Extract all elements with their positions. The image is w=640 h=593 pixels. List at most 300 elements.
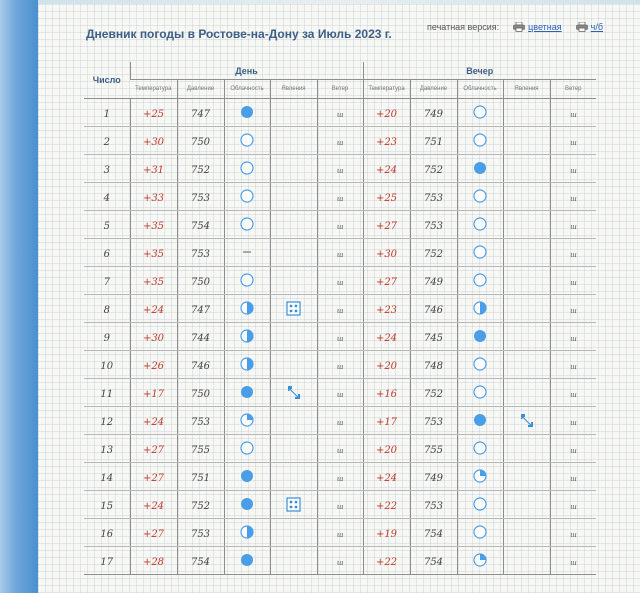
evening-wind-cell (550, 183, 596, 211)
day-temperature-cell (130, 239, 177, 267)
evening-temperature-cell (363, 155, 410, 183)
day-temperature-cell (130, 127, 177, 155)
day-temperature-cell-value: +30 (142, 332, 165, 344)
evening-phenomena-cell (503, 351, 550, 379)
cloud-clear-icon (240, 440, 254, 457)
evening-cloudiness-cell (457, 155, 503, 183)
evening-cloudiness-cell (457, 323, 503, 351)
evening-wind-cell-value: ш (570, 166, 577, 175)
printer-bw-icon[interactable] (576, 22, 588, 32)
day-wind-cell (317, 183, 363, 211)
day-pressure-cell (177, 435, 224, 463)
evening-temperature-cell (363, 407, 410, 435)
evening-temperature-cell-value: +27 (375, 220, 398, 232)
cloud-clear-icon (473, 244, 487, 261)
evening-pressure-cell (410, 127, 457, 155)
day-temperature-cell (130, 435, 177, 463)
day-cloudiness-cell (224, 351, 270, 379)
day-phenomena-cell (270, 127, 317, 155)
evening-phenomena-cell (503, 155, 550, 183)
day-temperature-cell-value: +27 (142, 528, 165, 540)
cloud-half-icon (473, 300, 487, 317)
evening-pressure-cell (410, 323, 457, 351)
evening-temperature-cell-value: +24 (375, 164, 398, 176)
evening-wind-cell-value: ш (570, 418, 577, 427)
day-temperature-cell-value: +35 (142, 220, 165, 232)
evening-temperature-cell (363, 519, 410, 547)
evening-temperature-cell (363, 379, 410, 407)
day-wind-cell-value: ш (336, 558, 344, 567)
day-wind-cell (317, 267, 363, 295)
day-phenomena-cell (270, 155, 317, 183)
evening-wind-cell-value: ш (570, 390, 577, 399)
day-temperature-cell (130, 99, 177, 127)
cloud-clear-icon (473, 272, 487, 289)
evening-temperature-cell-value: +24 (375, 472, 398, 484)
evening-temperature-cell (363, 295, 410, 323)
evening-pressure-cell (410, 491, 457, 519)
evening-pressure-cell (410, 463, 457, 491)
evening-temperature-cell-value: +25 (375, 192, 398, 204)
day-temperature-cell-value: +27 (142, 472, 165, 484)
day-cloudiness-cell (224, 127, 270, 155)
table-row (84, 547, 596, 575)
date-cell (84, 407, 130, 435)
day-wind-cell (317, 463, 363, 491)
evening-pressure-cell-value: 746 (423, 304, 444, 316)
day-phenomena-cell (270, 435, 317, 463)
day-temperature-cell-value: +26 (142, 360, 165, 372)
date-cell-value: 17 (100, 556, 114, 568)
day-temperature-cell (130, 463, 177, 491)
evening-temperature-cell-value: +27 (375, 276, 398, 288)
day-pressure-cell (177, 351, 224, 379)
evening-cloudiness-cell (457, 183, 503, 211)
evening-pressure-cell (410, 239, 457, 267)
day-cloudiness-cell (224, 239, 270, 267)
day-pressure-cell (177, 463, 224, 491)
day-phenomena-cell (270, 407, 317, 435)
date-cell (84, 491, 130, 519)
day-temperature-cell (130, 547, 177, 575)
evening-temperature-cell-value: +17 (375, 416, 398, 428)
evening-wind-cell-value: ш (570, 530, 577, 539)
print-bw-link[interactable]: ч/б (590, 22, 604, 32)
day-wind-cell (317, 127, 363, 155)
date-cell (84, 99, 130, 127)
day-wind-cell-value: ш (336, 250, 344, 259)
day-wind-cell-value: ш (336, 446, 344, 455)
day-cloudiness-cell (224, 211, 270, 239)
evening-pressure-cell-value: 745 (423, 332, 444, 344)
evening-temperature-cell (363, 239, 410, 267)
evening-cloudiness-cell (457, 435, 503, 463)
day-pressure-cell (177, 267, 224, 295)
evening-pressure-cell-value: 753 (423, 416, 444, 428)
cloud-clear-icon (240, 216, 254, 233)
table-row (84, 407, 596, 435)
day-temperature-cell-value: +33 (142, 192, 165, 204)
evening-temperature-cell-value: +24 (375, 332, 398, 344)
day-pressure-cell (177, 295, 224, 323)
evening-pressure-cell (410, 407, 457, 435)
day-cloudiness-cell (224, 155, 270, 183)
evening-temperature-cell-value: +20 (375, 444, 398, 456)
cloud-clear-icon (473, 188, 487, 205)
day-wind-cell (317, 519, 363, 547)
cloud-dash-icon (240, 244, 254, 261)
day-pressure-cell (177, 211, 224, 239)
cloud-clear-icon (473, 132, 487, 149)
day-temperature-cell (130, 519, 177, 547)
evening-wind-cell-value: ш (570, 502, 577, 511)
day-wind-cell-value: ш (336, 390, 344, 399)
cloud-clear-icon (240, 188, 254, 205)
date-cell-value: 14 (100, 472, 114, 484)
evening-wind-cell (550, 99, 596, 127)
evening-wind-cell-value: ш (570, 446, 577, 455)
day-pressure-cell-value: 752 (190, 500, 211, 512)
day-temperature-cell (130, 211, 177, 239)
date-cell (84, 155, 130, 183)
day-temperature-cell (130, 183, 177, 211)
evening-cloudiness-cell (457, 127, 503, 155)
day-phenomena-cell (270, 239, 317, 267)
date-cell-value: 5 (103, 220, 110, 232)
table-row (84, 491, 596, 519)
day-temperature-cell (130, 323, 177, 351)
day-temperature-cell-value: +35 (142, 248, 165, 260)
left-decorative-strip (0, 0, 38, 593)
date-cell (84, 183, 130, 211)
evening-temperature-cell (363, 491, 410, 519)
date-cell (84, 127, 130, 155)
day-pressure-cell (177, 547, 224, 575)
evening-wind-header: Ветер (550, 80, 596, 99)
evening-phenomena-cell (503, 211, 550, 239)
day-cloudiness-cell (224, 323, 270, 351)
day-cloudiness-cell (224, 491, 270, 519)
day-pressure-cell-value: 751 (190, 472, 211, 484)
evening-cloudiness-header: Облачность (457, 80, 503, 99)
evening-wind-cell-value: ш (570, 250, 577, 259)
evening-temperature-cell-value: +20 (375, 108, 398, 120)
day-pressure-cell-value: 747 (190, 304, 211, 316)
evening-temperature-cell-value: +20 (375, 360, 398, 372)
evening-pressure-cell-value: 753 (423, 500, 444, 512)
evening-pressure-cell-value: 749 (423, 276, 444, 288)
date-cell (84, 379, 130, 407)
table-row (84, 463, 596, 491)
evening-phenomena-cell (503, 407, 550, 435)
print-version-bar (427, 22, 603, 32)
day-pressure-cell (177, 407, 224, 435)
day-cloudiness-cell (224, 519, 270, 547)
table-row (84, 323, 596, 351)
evening-cloudiness-cell (457, 99, 503, 127)
day-temperature-cell (130, 295, 177, 323)
evening-temperature-cell-value: +30 (375, 248, 398, 260)
evening-wind-cell (550, 239, 596, 267)
evening-temperature-cell-value: +19 (375, 528, 398, 540)
evening-temperature-cell-value: +23 (375, 136, 398, 148)
date-cell (84, 351, 130, 379)
evening-temperature-cell (363, 183, 410, 211)
evening-pressure-cell-value: 751 (423, 136, 444, 148)
evening-pressure-cell-value: 752 (423, 164, 444, 176)
table-row (84, 239, 596, 267)
day-phenomena-cell (270, 295, 317, 323)
cloud-overcast-icon (240, 468, 254, 485)
day-phenomena-cell (270, 211, 317, 239)
day-cloudiness-cell (224, 99, 270, 127)
table-column-header-row (84, 80, 596, 99)
day-wind-cell-value: ш (336, 194, 344, 203)
evening-wind-cell (550, 155, 596, 183)
date-cell (84, 547, 130, 575)
day-temperature-cell (130, 407, 177, 435)
evening-wind-cell (550, 435, 596, 463)
evening-temperature-cell-value: +22 (375, 556, 398, 568)
evening-phenomena-cell (503, 267, 550, 295)
evening-wind-cell (550, 323, 596, 351)
day-pressure-cell-value: 744 (190, 332, 211, 344)
date-cell-value: 6 (103, 248, 110, 260)
cloud-clear-icon (473, 496, 487, 513)
table-row (84, 435, 596, 463)
day-cloudiness-cell (224, 379, 270, 407)
day-phenomena-cell (270, 323, 317, 351)
day-wind-cell (317, 351, 363, 379)
evening-wind-cell-value: ш (570, 334, 577, 343)
day-phenomena-cell (270, 99, 317, 127)
day-pressure-cell (177, 323, 224, 351)
date-cell-value: 15 (100, 500, 114, 512)
day-phenomena-cell (270, 491, 317, 519)
evening-temperature-cell-value: +23 (375, 304, 398, 316)
cloud-overcast-icon (473, 412, 487, 429)
evening-phenomena-cell (503, 127, 550, 155)
evening-pressure-cell-value: 748 (423, 360, 444, 372)
evening-cloudiness-cell (457, 211, 503, 239)
day-wind-header: Ветер (317, 80, 363, 99)
date-cell (84, 295, 130, 323)
evening-pressure-cell-value: 749 (423, 108, 444, 120)
table-row (84, 99, 596, 127)
print-version-label: печатная версия: (427, 22, 500, 32)
cloud-clear-icon (240, 160, 254, 177)
date-cell (84, 519, 130, 547)
evening-cloudiness-cell (457, 491, 503, 519)
evening-wind-cell (550, 379, 596, 407)
day-pressure-header: Давление (177, 80, 224, 99)
evening-pressure-cell-value: 752 (423, 388, 444, 400)
day-pressure-cell (177, 183, 224, 211)
day-pressure-cell (177, 127, 224, 155)
day-wind-cell (317, 99, 363, 127)
evening-cloudiness-cell (457, 519, 503, 547)
day-temperature-cell-value: +24 (142, 416, 165, 428)
evening-phenomena-cell (503, 491, 550, 519)
cloud-clear-icon (240, 132, 254, 149)
table-row (84, 519, 596, 547)
date-cell (84, 239, 130, 267)
date-cell-value: 2 (103, 136, 110, 148)
day-wind-cell-value: ш (336, 362, 344, 371)
table-row (84, 211, 596, 239)
cloud-half-icon (240, 328, 254, 345)
table-row (84, 351, 596, 379)
day-cloudiness-header: Облачность (224, 80, 270, 99)
day-wind-cell-value: ш (336, 306, 344, 315)
evening-cloudiness-cell (457, 463, 503, 491)
day-wind-cell (317, 379, 363, 407)
day-pressure-cell-value: 754 (190, 220, 211, 232)
date-cell-value: 10 (100, 360, 114, 372)
weather-table (84, 62, 596, 575)
evening-pressure-cell (410, 547, 457, 575)
cloud-overcast-icon (240, 384, 254, 401)
day-pressure-cell (177, 239, 224, 267)
day-pressure-cell (177, 491, 224, 519)
evening-cloudiness-cell (457, 407, 503, 435)
cloud-overcast-icon (240, 496, 254, 513)
evening-pressure-cell-value: 755 (423, 444, 444, 456)
cloud-half-icon (240, 300, 254, 317)
table-row (84, 295, 596, 323)
day-wind-cell-value: ш (336, 334, 344, 343)
day-pressure-cell-value: 753 (190, 192, 211, 204)
day-wind-cell (317, 211, 363, 239)
evening-temperature-cell (363, 435, 410, 463)
date-cell-value: 9 (103, 332, 110, 344)
day-cloudiness-cell (224, 463, 270, 491)
evening-wind-cell (550, 295, 596, 323)
day-pressure-cell (177, 99, 224, 127)
day-wind-cell-value: ш (336, 166, 344, 175)
day-pressure-cell (177, 519, 224, 547)
day-wind-cell-value: ш (336, 138, 344, 147)
evening-pressure-cell (410, 267, 457, 295)
cloud-quarter-icon (473, 468, 487, 485)
cloud-clear-icon (473, 216, 487, 233)
evening-wind-cell (550, 351, 596, 379)
day-cloudiness-cell (224, 183, 270, 211)
date-cell (84, 323, 130, 351)
day-temperature-cell (130, 267, 177, 295)
date-cell (84, 267, 130, 295)
day-pressure-cell-value: 747 (190, 108, 211, 120)
date-cell-value: 1 (103, 108, 110, 120)
evening-phenomena-header: Явления (503, 80, 550, 99)
print-color-link[interactable]: цветная (528, 22, 562, 32)
evening-wind-cell-value: ш (570, 558, 577, 567)
day-temperature-cell (130, 379, 177, 407)
printer-color-icon[interactable] (513, 22, 525, 32)
day-temperature-cell-value: +31 (142, 164, 165, 176)
day-temperature-cell-value: +24 (142, 304, 165, 316)
cloud-clear-icon (473, 356, 487, 373)
table-group-header-row (84, 62, 596, 80)
evening-temperature-cell (363, 211, 410, 239)
evening-pressure-cell-value: 752 (423, 248, 444, 260)
day-pressure-cell-value: 750 (190, 276, 211, 288)
day-wind-cell-value: ш (336, 110, 344, 119)
evening-pressure-cell-value: 753 (423, 220, 444, 232)
thunderstorm-icon (286, 384, 301, 401)
evening-temperature-cell (363, 547, 410, 575)
day-temperature-cell-value: +30 (142, 136, 165, 148)
rain-icon (286, 300, 301, 317)
evening-pressure-cell (410, 351, 457, 379)
cloud-quarter-icon (240, 412, 254, 429)
cloud-overcast-icon (473, 160, 487, 177)
evening-pressure-header: Давление (410, 80, 457, 99)
day-phenomena-header: Явления (270, 80, 317, 99)
day-wind-cell-value: ш (336, 474, 344, 483)
evening-wind-cell (550, 463, 596, 491)
day-wind-cell (317, 435, 363, 463)
cloud-overcast-icon (240, 552, 254, 569)
evening-phenomena-cell (503, 547, 550, 575)
day-temperature-cell (130, 351, 177, 379)
day-wind-cell-value: ш (336, 502, 344, 511)
evening-pressure-cell-value: 749 (423, 472, 444, 484)
evening-wind-cell-value: ш (570, 362, 577, 371)
day-pressure-cell (177, 379, 224, 407)
table-row (84, 155, 596, 183)
evening-wind-cell-value: ш (570, 278, 577, 287)
page-title: Дневник погоды в Ростове-на-Дону за Июль 2023 г. (86, 27, 392, 41)
day-pressure-cell-value: 752 (190, 164, 211, 176)
evening-wind-cell (550, 547, 596, 575)
day-wind-cell-value: ш (336, 222, 344, 231)
evening-phenomena-cell (503, 99, 550, 127)
evening-cloudiness-cell (457, 267, 503, 295)
table-row (84, 267, 596, 295)
evening-phenomena-cell (503, 379, 550, 407)
day-pressure-cell-value: 753 (190, 528, 211, 540)
evening-wind-cell-value: ш (570, 222, 577, 231)
cloud-clear-icon (240, 272, 254, 289)
day-wind-cell (317, 491, 363, 519)
day-pressure-cell-value: 750 (190, 388, 211, 400)
evening-pressure-cell (410, 211, 457, 239)
evening-pressure-cell-value: 754 (423, 528, 444, 540)
evening-pressure-cell (410, 379, 457, 407)
day-pressure-cell-value: 755 (190, 444, 211, 456)
evening-pressure-cell-value: 754 (423, 556, 444, 568)
evening-wind-cell (550, 127, 596, 155)
cloud-clear-icon (473, 440, 487, 457)
day-cloudiness-cell (224, 267, 270, 295)
evening-cloudiness-cell (457, 547, 503, 575)
evening-wind-cell-value: ш (570, 194, 577, 203)
evening-pressure-cell (410, 435, 457, 463)
day-wind-cell (317, 323, 363, 351)
evening-pressure-cell (410, 99, 457, 127)
evening-wind-cell (550, 407, 596, 435)
evening-wind-cell (550, 519, 596, 547)
day-temperature-cell-value: +17 (142, 388, 165, 400)
evening-temperature-header: Температура (363, 80, 410, 99)
day-phenomena-cell (270, 463, 317, 491)
day-wind-cell-value: ш (336, 278, 344, 287)
day-wind-cell (317, 407, 363, 435)
evening-wind-cell-value: ш (570, 110, 577, 119)
day-temperature-cell-value: +27 (142, 444, 165, 456)
evening-phenomena-cell (503, 239, 550, 267)
